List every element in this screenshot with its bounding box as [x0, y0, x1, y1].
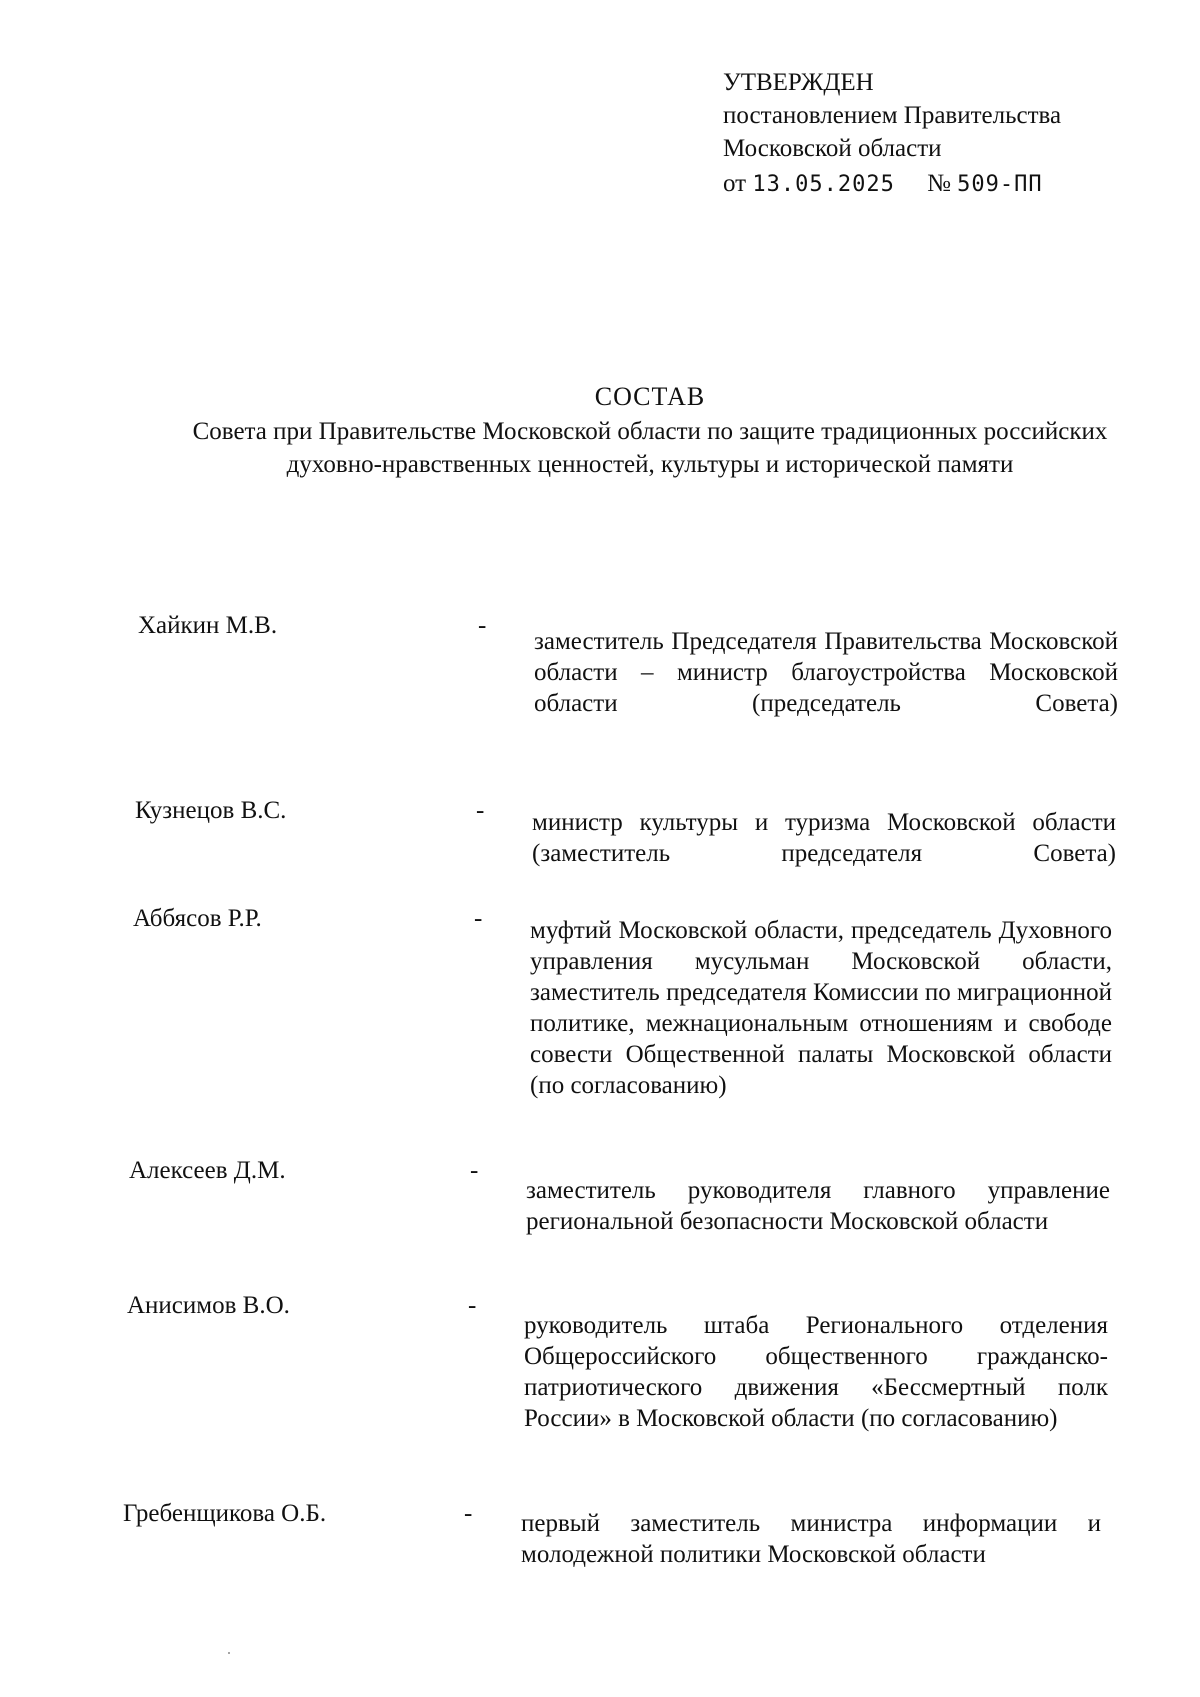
approval-date: 13.05.2025: [752, 172, 895, 197]
member-name: Алексеев Д.М.: [129, 1157, 286, 1184]
member-description: первый заместитель министра информации и молодежной политики Московской области: [521, 1510, 1101, 1568]
member-name: Хайкин М.В.: [138, 612, 278, 639]
approval-date-line: [723, 167, 1061, 201]
member-dash: -: [476, 797, 485, 824]
member-dash: -: [464, 1500, 473, 1527]
document-subtitle: Совета при Правительстве Московской области по защите традиционных российских духовно-нравственных ценностей, культуры и исторической памяти: [192, 418, 1108, 478]
member-dash: -: [470, 1157, 479, 1184]
document-title: СОСТАВ: [594, 382, 706, 411]
approval-number: 509-ПП: [957, 172, 1043, 197]
member-name: Аббясов Р.Р.: [133, 905, 262, 932]
member-name: Гребенщикова О.Б.: [123, 1500, 327, 1527]
approval-title: УТВЕРЖДЕН: [723, 69, 874, 96]
approval-date-prefix: от: [723, 170, 747, 197]
approval-issuer: постановлением Правительства: [723, 102, 1062, 129]
member-description: руководитель штаба Регионального отделения Общероссийского общественного гражданско-патриотического движения «Бессмертный полк России» в Московской области (по согласованию): [524, 1312, 1108, 1432]
approval-region: Московской области: [723, 135, 942, 162]
approval-stamp: [723, 66, 1061, 201]
member-description: муфтий Московской области, председатель Духовного управления мусульман Московской области, заместитель председателя Комиссии по миграционной политике, межнациональным отношениям и свободе совести Общественной палаты Московской области (по согласованию): [530, 917, 1112, 1099]
member-dash: -: [474, 905, 483, 932]
member-description: заместитель Председателя Правительства Московской области – министр благоустройства Московской области (председатель Совета): [534, 628, 1118, 717]
member-name: Кузнецов В.С.: [135, 797, 287, 824]
document-heading: [160, 380, 1140, 481]
scan-speck: [228, 1652, 230, 1654]
member-dash: -: [478, 612, 487, 639]
member-name: Анисимов В.О.: [127, 1292, 290, 1319]
member-description: заместитель руководителя главного управление региональной безопасности Московской области: [526, 1177, 1110, 1235]
approval-number-sign: №: [927, 170, 951, 197]
member-dash: -: [468, 1292, 477, 1319]
member-description: министр культуры и туризма Московской области (заместитель председателя Совета): [532, 809, 1116, 867]
